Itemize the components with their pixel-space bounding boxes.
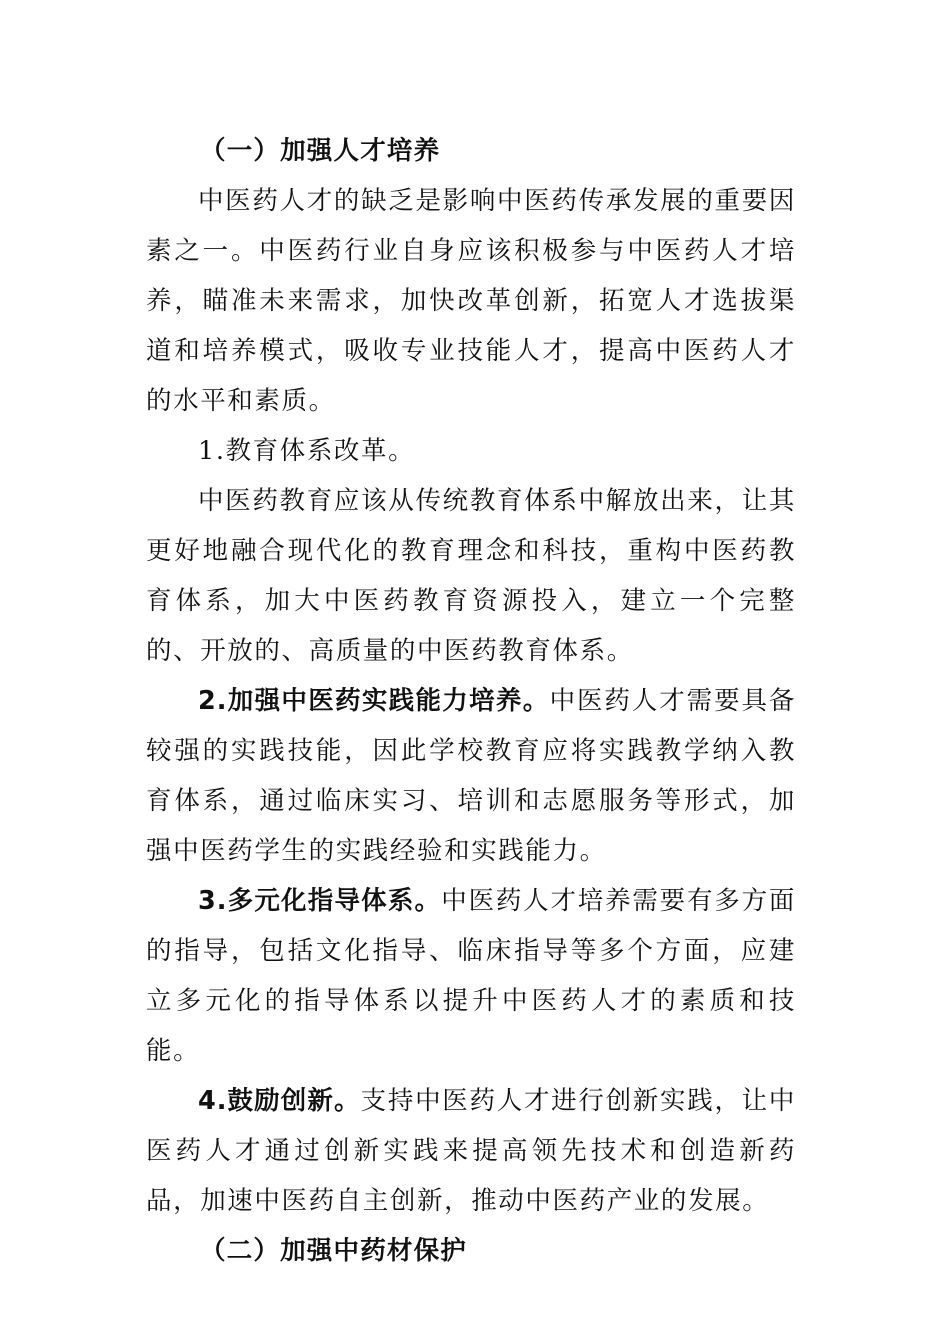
item-1-paragraph: 中医药教育应该从传统教育体系中解放出来，让其更好地融合现代化的教育理念和科技，重构中医药教育体系，加大中医药教育资源投入，建立一个完整的、开放的、高质量的中医药教育体系。 <box>146 486 796 666</box>
item-4-paragraph <box>146 1076 796 1226</box>
intro-paragraph: 中医药人才的缺乏是影响中医药传承发展的重要因素之一。中医药行业自身应该积极参与中医药人才培养，瞄准未来需求，加快改革创新，拓宽人才选拔渠道和培养模式，吸收专业技能人才，提高中医药人才的水平和素质。 <box>146 186 796 416</box>
item-2-text: 中医药人才需要具备较强的实践技能，因此学校教育应将实践教学纳入教育体系，通过临床实习、培训和志愿服务等形式，加强中医药学生的实践经验和实践能力。 <box>146 686 796 866</box>
document-body <box>146 126 796 1276</box>
item-1-title: 1.教育体系改革。 <box>198 436 416 466</box>
item-4-text: 支持中医药人才进行创新实践，让中医药人才通过创新实践来提高领先技术和创造新药品，加速中医药自主创新，推动中医药产业的发展。 <box>146 1086 796 1216</box>
item-3-lead: 3.多元化指导体系。 <box>198 886 442 916</box>
item-2-lead: 2.加强中医药实践能力培养。 <box>198 686 550 716</box>
section-heading-herb-protection: （二）加强中药材保护 <box>200 1236 468 1266</box>
item-2-paragraph <box>146 676 796 876</box>
section-heading-talent-training: （一）加强人才培养 <box>200 136 441 166</box>
item-3-paragraph <box>146 876 796 1076</box>
item-3-text: 中医药人才培养需要有多方面的指导，包括文化指导、临床指导等多个方面，应建立多元化的指导体系以提升中医药人才的素质和技能。 <box>146 886 796 1066</box>
item-4-lead: 4.鼓励创新。 <box>198 1086 361 1116</box>
